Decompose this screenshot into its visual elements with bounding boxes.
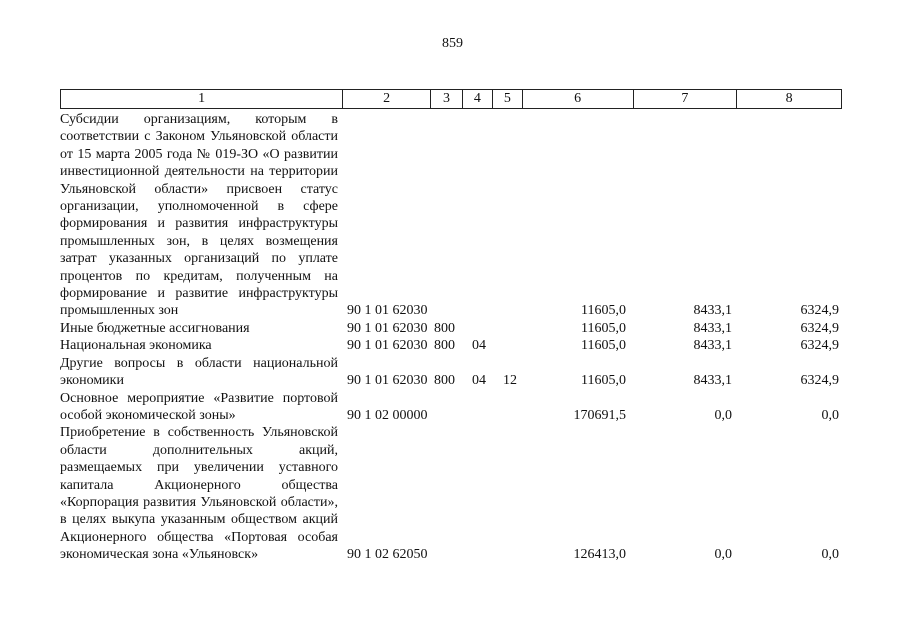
table-row	[60, 355, 842, 390]
row-value-6: 11605,0	[581, 338, 626, 354]
row-name: Основное мероприятие «Развитие портовой особой экономической зоны»	[60, 390, 338, 423]
row-value-8: 6324,9	[800, 338, 839, 354]
header-col-8: 8	[785, 91, 793, 106]
row-name: Субсидии организациям, которым в соответствии с Законом Ульяновской области от 15 марта 2005 года № 019-ЗО «О развитии инвестиционной деятельности на территории Ульяновской области» присвоен статус организации, уполномоченной в сфере формирования и развития инфраструктуры промышленных зон, в целях возмещения затрат указанных организаций по уплате процентов по кредитам, полученным на формирование и развитие инфраструктуры промышленных зон	[60, 112, 338, 319]
row-name: Национальная экономика	[60, 338, 212, 354]
row-code: 90 1 02 62050	[347, 547, 428, 563]
table-row	[60, 111, 842, 320]
row-rz: 04	[472, 338, 486, 354]
row-value-8: 6324,9	[800, 320, 839, 336]
table-row	[60, 337, 842, 354]
row-value-6: 11605,0	[581, 303, 626, 319]
header-col-1: 1	[61, 90, 343, 108]
row-value-8: 6324,9	[800, 373, 839, 389]
header-col-2: 2	[343, 90, 431, 108]
row-name: Другие вопросы в области национальной экономики	[60, 355, 338, 389]
row-pr: 12	[503, 373, 517, 389]
row-value-7: 0,0	[714, 547, 732, 563]
row-value-6: 11605,0	[581, 373, 626, 389]
row-value-7: 8433,1	[693, 373, 732, 389]
row-value-7: 0,0	[714, 407, 732, 423]
row-name: Иные бюджетные ассигнования	[60, 320, 250, 336]
page-number: 859	[442, 36, 463, 51]
table-body	[60, 111, 842, 564]
row-code: 90 1 02 00000	[347, 407, 428, 423]
row-value-8: 0,0	[821, 547, 839, 563]
table-header	[60, 89, 842, 109]
row-value-6: 11605,0	[581, 320, 626, 336]
table-row	[60, 320, 842, 337]
row-code: 90 1 01 62030	[347, 338, 428, 354]
header-col-5: 5	[493, 90, 523, 108]
row-name: Приобретение в собственность Ульяновской области дополнительных акций, размещаемых при увеличении уставного капитала Акционерного общества «Корпорация развития Ульяновской области», в целях выкупа указанным обществом акций Акционерного общества «Портовая особая экономическая зона «Ульяновск»	[60, 425, 338, 563]
row-code: 90 1 01 62030	[347, 303, 428, 319]
row-vr: 800	[434, 320, 455, 336]
header-col-4: 4	[463, 90, 493, 108]
row-code: 90 1 01 62030	[347, 373, 428, 389]
header-col-3: 3	[431, 90, 463, 108]
header-col-7: 7	[634, 90, 738, 108]
table-row	[60, 424, 842, 563]
header-col-6: 6	[523, 90, 634, 108]
row-value-8: 6324,9	[800, 303, 839, 319]
row-value-6: 126413,0	[573, 547, 626, 563]
row-vr: 800	[434, 373, 455, 389]
row-rz: 04	[472, 373, 486, 389]
row-vr: 800	[434, 338, 455, 354]
row-value-7: 8433,1	[693, 338, 732, 354]
row-code: 90 1 01 62030	[347, 320, 428, 336]
row-value-7: 8433,1	[693, 303, 732, 319]
row-value-6: 170691,5	[573, 407, 626, 423]
row-value-7: 8433,1	[693, 320, 732, 336]
row-value-8: 0,0	[821, 407, 839, 423]
table-row	[60, 390, 842, 425]
